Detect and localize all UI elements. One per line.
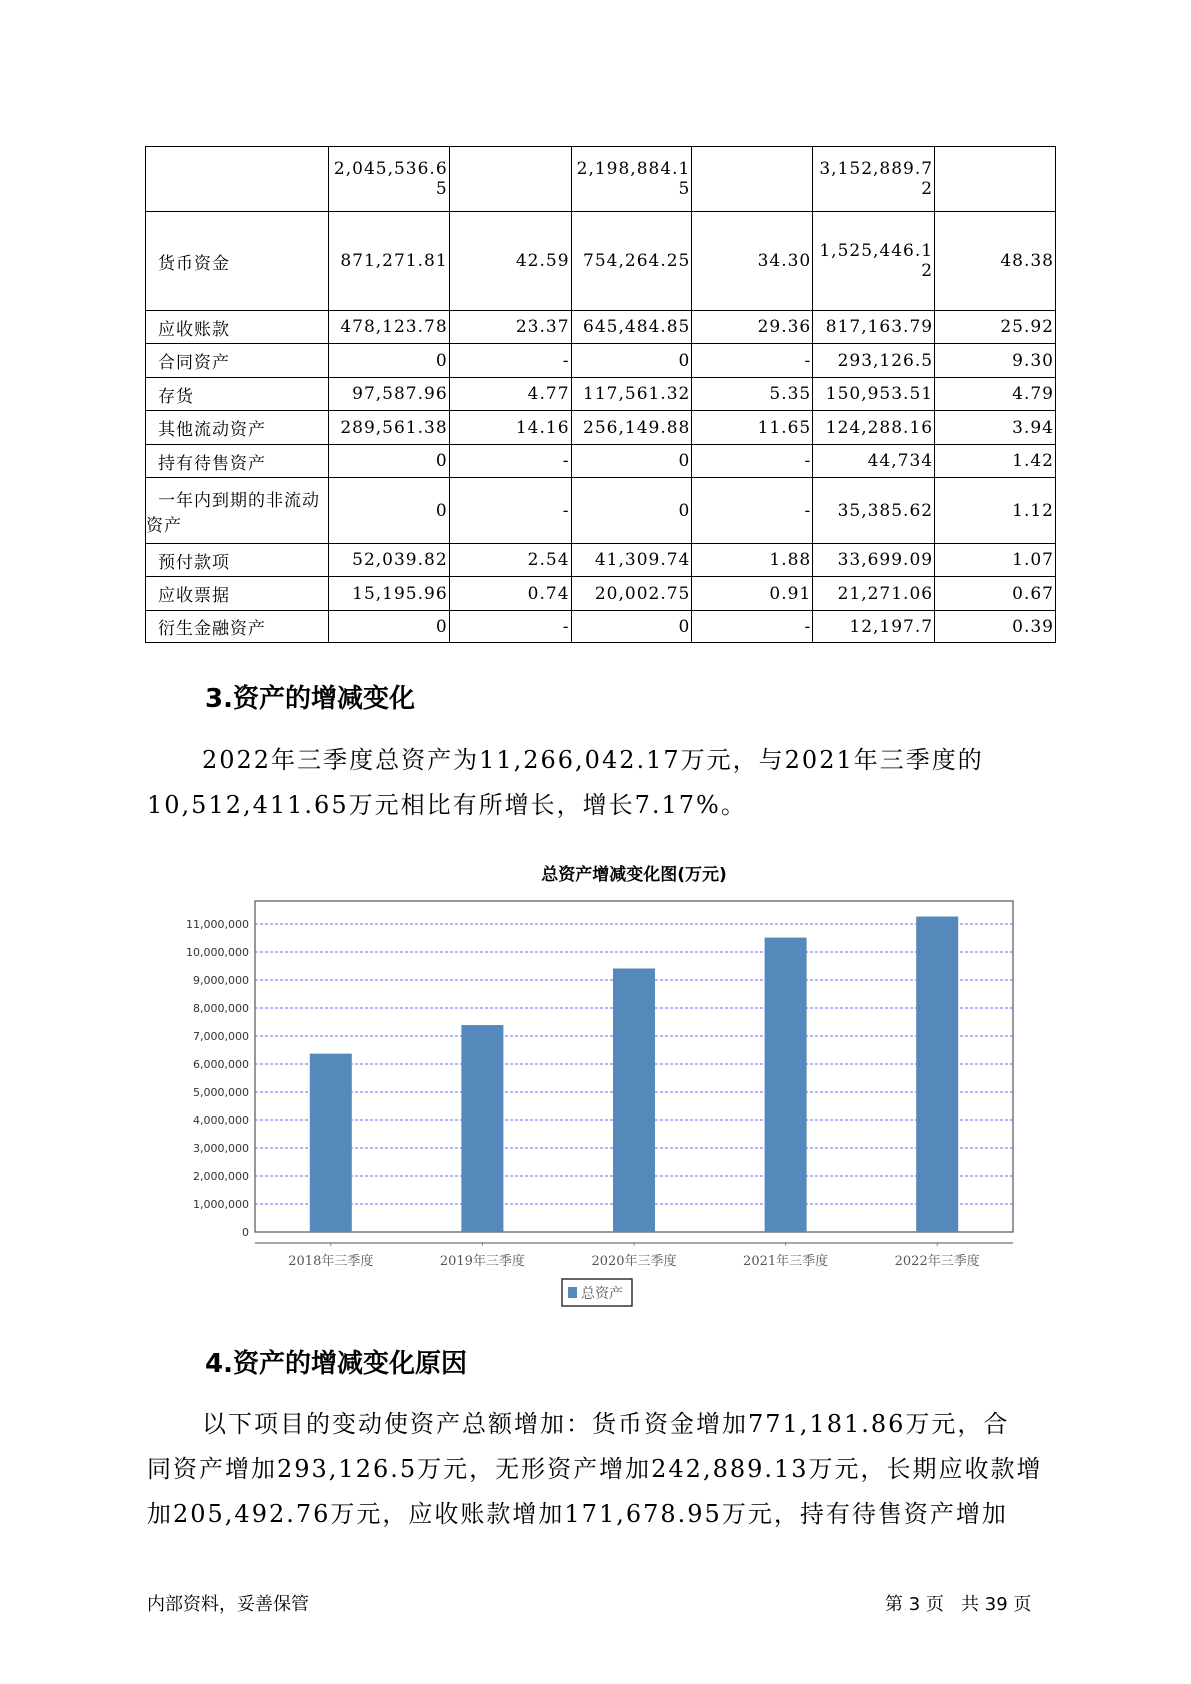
table-cell: 124,288.16 [813, 411, 935, 445]
table-cell: 1,525,446.12 [813, 212, 935, 311]
table-cell: 289,561.38 [328, 411, 449, 445]
table-cell: 871,271.81 [328, 212, 449, 311]
table-cell: 33,699.09 [813, 544, 935, 577]
table-cell: 0 [328, 445, 449, 478]
section-heading-4: 4.资产的增减变化原因 [205, 1349, 467, 1379]
row-label: 一年内到期的非流动资产 [146, 478, 329, 544]
table-cell: 34.30 [692, 212, 813, 311]
legend-label: 总资产 [581, 1286, 623, 1302]
table-cell: - [449, 478, 571, 544]
bar-2018年三季度 [310, 1054, 352, 1232]
table-cell: 1.88 [692, 544, 813, 577]
y-tick-label: 0 [242, 1226, 249, 1239]
total-assets-bar-chart [140, 855, 1040, 1315]
table-cell: 1.12 [935, 478, 1056, 544]
table-cell: 150,953.51 [813, 378, 935, 411]
table-row [146, 544, 1056, 577]
table-row [146, 344, 1056, 378]
table-cell: 0 [571, 611, 692, 643]
table-cell: 0 [328, 478, 449, 544]
bar-2021年三季度 [765, 938, 807, 1232]
table-cell: 11.65 [692, 411, 813, 445]
table-cell: 478,123.78 [328, 311, 449, 344]
table-cell: 5.35 [692, 378, 813, 411]
row-label: 存货 [146, 378, 329, 411]
paragraph-line: 10,512,411.65万元相比有所增长，增长7.17%。 [147, 791, 747, 819]
row-label: 应收账款 [146, 311, 329, 344]
table-cell: 20,002.75 [571, 577, 692, 611]
paragraph-line: 2022年三季度总资产为11,266,042.17万元，与2021年三季度的 [202, 746, 984, 774]
table-cell: 1.07 [935, 544, 1056, 577]
y-tick-label: 1,000,000 [193, 1197, 249, 1211]
table-cell: 12,197.7 [813, 611, 935, 643]
table-cell: 0.67 [935, 577, 1056, 611]
table-cell: 48.38 [935, 212, 1056, 311]
table-row [146, 611, 1056, 643]
table-cell: - [692, 445, 813, 478]
table-row [146, 212, 1056, 311]
table-cell: - [449, 611, 571, 643]
y-tick-label: 3,000,000 [193, 1141, 249, 1155]
table-cell: 44,734 [813, 445, 935, 478]
footer-confidential: 内部资料，妥善保管 [147, 1594, 309, 1615]
table-row [146, 147, 1056, 212]
row-label: 应收票据 [146, 577, 329, 611]
y-tick-label: 10,000,000 [186, 945, 249, 959]
table-cell: 0.74 [449, 577, 571, 611]
table-cell: 117,561.32 [571, 378, 692, 411]
table-cell: - [692, 344, 813, 378]
table-cell: 0 [571, 344, 692, 378]
table-cell: 52,039.82 [328, 544, 449, 577]
table-cell: 256,149.88 [571, 411, 692, 445]
table-cell: 29.36 [692, 311, 813, 344]
x-tick-label: 2022年三季度 [894, 1254, 980, 1269]
table-cell [935, 147, 1056, 212]
table-cell [449, 147, 571, 212]
table-cell: 3.94 [935, 411, 1056, 445]
row-label: 预付款项 [146, 544, 329, 577]
table-cell: - [449, 344, 571, 378]
y-tick-label: 11,000,000 [186, 917, 249, 931]
table-cell: 293,126.5 [813, 344, 935, 378]
bar-2022年三季度 [916, 917, 958, 1232]
paragraph-line: 以下项目的变动使资产总额增加：货币资金增加771,181.86万元，合 [202, 1410, 1010, 1438]
bar-2020年三季度 [613, 968, 655, 1232]
y-tick-label: 8,000,000 [193, 1001, 249, 1015]
table-cell: 1.42 [935, 445, 1056, 478]
table-cell: 14.16 [449, 411, 571, 445]
row-label: 货币资金 [146, 212, 329, 311]
paragraph-line: 加205,492.76万元，应收账款增加171,678.95万元，持有待售资产增加 [147, 1500, 1008, 1528]
y-tick-label: 9,000,000 [193, 973, 249, 987]
chart-title: 总资产增减变化图(万元) [541, 865, 727, 885]
table-cell: 817,163.79 [813, 311, 935, 344]
paragraph-line: 同资产增加293,126.5万元，无形资产增加242,889.13万元，长期应收款增 [147, 1455, 1043, 1483]
table-row [146, 478, 1056, 544]
table-row [146, 411, 1056, 445]
y-tick-label: 6,000,000 [193, 1057, 249, 1071]
table-cell: 2,198,884.15 [571, 147, 692, 212]
table-cell: - [449, 445, 571, 478]
y-tick-label: 4,000,000 [193, 1113, 249, 1127]
bar-2019年三季度 [461, 1025, 503, 1232]
table-cell: - [692, 611, 813, 643]
table-cell: 4.77 [449, 378, 571, 411]
table-cell: 97,587.96 [328, 378, 449, 411]
y-tick-label: 7,000,000 [193, 1029, 249, 1043]
table-cell: 0 [571, 445, 692, 478]
section4-paragraph [147, 1402, 1047, 1537]
legend-swatch [568, 1287, 577, 1298]
table-cell: 25.92 [935, 311, 1056, 344]
table-cell: 0 [328, 611, 449, 643]
table-cell: 42.59 [449, 212, 571, 311]
table-cell [692, 147, 813, 212]
table-cell: 4.79 [935, 378, 1056, 411]
table-cell: 9.30 [935, 344, 1056, 378]
row-label: 持有待售资产 [146, 445, 329, 478]
table-cell: 41,309.74 [571, 544, 692, 577]
table-cell: 0 [328, 344, 449, 378]
x-tick-label: 2020年三季度 [591, 1254, 677, 1269]
x-tick-label: 2019年三季度 [439, 1254, 525, 1269]
table-row [146, 577, 1056, 611]
table-cell: - [692, 478, 813, 544]
y-tick-label: 5,000,000 [193, 1085, 249, 1099]
table-cell: 0.39 [935, 611, 1056, 643]
table-row [146, 445, 1056, 478]
row-label: 合同资产 [146, 344, 329, 378]
table-cell: 21,271.06 [813, 577, 935, 611]
table-cell: 23.37 [449, 311, 571, 344]
table-cell: 0.91 [692, 577, 813, 611]
x-tick-label: 2021年三季度 [743, 1254, 829, 1269]
asset-table [145, 146, 1056, 643]
table-cell: 645,484.85 [571, 311, 692, 344]
row-label: 其他流动资产 [146, 411, 329, 445]
row-label [146, 147, 329, 212]
section3-paragraph [147, 738, 1047, 828]
table-cell: 15,195.96 [328, 577, 449, 611]
table-cell: 0 [571, 478, 692, 544]
x-tick-label: 2018年三季度 [288, 1254, 374, 1269]
table-row [146, 378, 1056, 411]
table-cell: 3,152,889.72 [813, 147, 935, 212]
footer-page-number: 第 3 页 共 39 页 [885, 1594, 1032, 1615]
table-cell: 2.54 [449, 544, 571, 577]
table-cell: 35,385.62 [813, 478, 935, 544]
table-row [146, 311, 1056, 344]
table-cell: 2,045,536.65 [328, 147, 449, 212]
y-tick-label: 2,000,000 [193, 1169, 249, 1183]
section-heading-3: 3.资产的增减变化 [205, 684, 415, 714]
table-cell: 754,264.25 [571, 212, 692, 311]
row-label: 衍生金融资产 [146, 611, 329, 643]
